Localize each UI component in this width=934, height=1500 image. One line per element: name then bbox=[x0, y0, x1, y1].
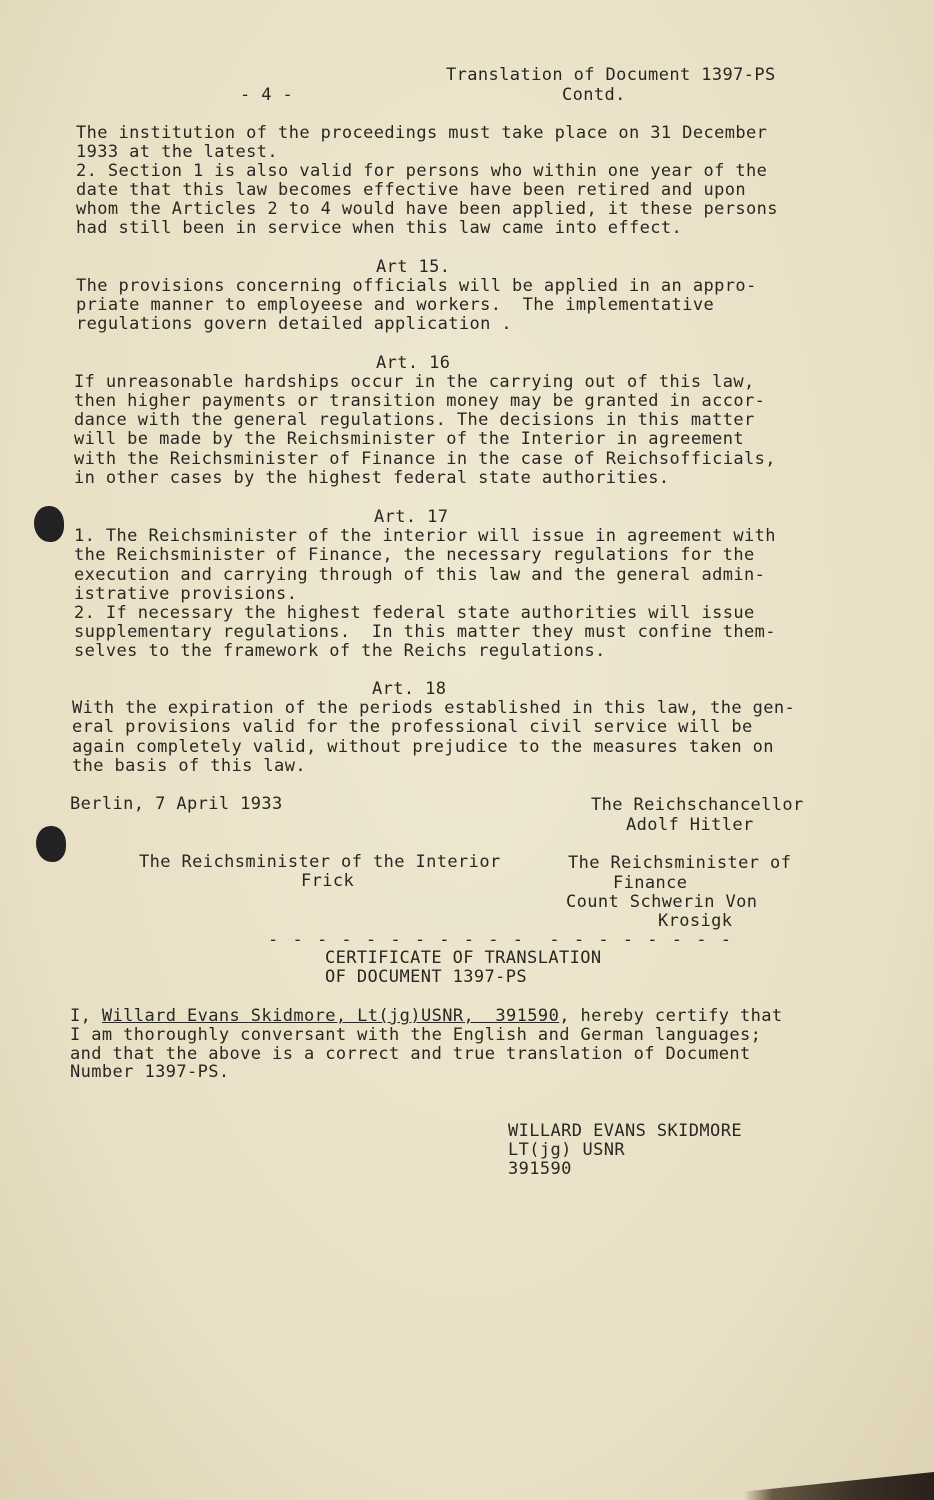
text-line: 1. The Reichsminister of the interior will issue in agreement with bbox=[74, 526, 776, 546]
certificate-prefix: I, bbox=[70, 1006, 102, 1026]
text-line: priate manner to employeese and workers. The implementative bbox=[76, 295, 715, 315]
interior-minister-name: Frick bbox=[301, 871, 355, 891]
interior-minister-title: The Reichsminister of the Interior bbox=[139, 852, 501, 872]
text-line: date that this law becomes effective have been retired and upon bbox=[76, 180, 746, 200]
text-line: 1933 at the latest. bbox=[76, 142, 279, 162]
document-title-contd: Contd. bbox=[562, 85, 626, 105]
article-heading: Art 15. bbox=[376, 257, 451, 277]
chancellor-title: The Reichschancellor bbox=[591, 795, 804, 815]
finance-minister-title: The Reichsminister of bbox=[568, 853, 792, 873]
document-title: Translation of Document 1397-PS bbox=[446, 65, 776, 85]
punch-hole bbox=[34, 506, 64, 542]
text-line: 2. If necessary the highest federal state authorities will issue bbox=[74, 603, 755, 623]
text-line: supplementary regulations. In this matter they must confine them- bbox=[74, 622, 776, 642]
signer-name: WILLARD EVANS SKIDMORE bbox=[508, 1121, 742, 1141]
chancellor-name: Adolf Hitler bbox=[626, 815, 754, 835]
text-line: in other cases by the highest federal state authorities. bbox=[74, 468, 670, 488]
text-line: execution and carrying through of this law and the general admin- bbox=[74, 565, 766, 585]
text-line: istrative provisions. bbox=[74, 584, 298, 604]
article-heading: Art. 16 bbox=[376, 353, 451, 373]
text-line: again completely valid, without prejudice to the measures taken on bbox=[72, 737, 774, 757]
punch-hole bbox=[36, 826, 66, 862]
page-number: - 4 - bbox=[240, 85, 294, 105]
scan-edge-mark bbox=[744, 1472, 934, 1500]
text-line: With the expiration of the periods established in this law, the gen- bbox=[72, 698, 796, 718]
certificate-line: Number 1397-PS. bbox=[70, 1062, 230, 1082]
place-date: Berlin, 7 April 1933 bbox=[70, 794, 283, 814]
article-heading: Art. 17 bbox=[374, 507, 449, 527]
text-line: eral provisions valid for the professional civil service will be bbox=[72, 717, 753, 737]
text-line: The institution of the proceedings must take place on 31 December bbox=[76, 123, 768, 143]
text-line: whom the Articles 2 to 4 would have been applied, it these persons bbox=[76, 199, 778, 219]
certificate-line bbox=[70, 1007, 783, 1026]
text-line: will be made by the Reichsminister of the Interior in agreement bbox=[74, 429, 744, 449]
certificate-suffix: , hereby certify that bbox=[559, 1006, 783, 1026]
finance-minister-name: Count Schwerin Von bbox=[566, 892, 758, 912]
finance-minister-title-2: Finance bbox=[613, 873, 688, 893]
certificate-line: I am thoroughly conversant with the English and German languages; bbox=[70, 1025, 762, 1045]
certificate-line: and that the above is a correct and true translation of Document bbox=[70, 1044, 751, 1064]
text-line: regulations govern detailed application . bbox=[76, 314, 513, 334]
text-line: If unreasonable hardships occur in the carrying out of this law, bbox=[74, 372, 755, 392]
article-heading: Art. 18 bbox=[372, 679, 447, 699]
text-line: dance with the general regulations. The decisions in this matter bbox=[74, 410, 755, 430]
text-line: The provisions concerning officials will be applied in an appro- bbox=[76, 276, 757, 296]
certificate-heading: CERTIFICATE OF TRANSLATION bbox=[325, 948, 602, 968]
finance-minister-name-2: Krosigk bbox=[658, 911, 733, 931]
text-line: the Reichsminister of Finance, the necessary regulations for the bbox=[74, 545, 755, 565]
signer-number: 391590 bbox=[508, 1159, 572, 1179]
text-line: the basis of this law. bbox=[72, 756, 306, 776]
signer-rank: LT(jg) USNR bbox=[508, 1140, 625, 1160]
text-line: had still been in service when this law came into effect. bbox=[76, 218, 683, 238]
text-line: with the Reichsminister of Finance in the case of Reichsofficials, bbox=[74, 449, 776, 469]
translator-name: Willard Evans Skidmore, Lt(jg)USNR, 391590 bbox=[101, 1006, 560, 1026]
text-line: then higher payments or transition money may be granted in accor- bbox=[74, 391, 766, 411]
text-line: 2. Section 1 is also valid for persons who within one year of the bbox=[76, 161, 768, 181]
certificate-heading-2: OF DOCUMENT 1397-PS bbox=[325, 967, 528, 987]
separator-line: - - - - - - - - - - - - - - - - - - - bbox=[268, 930, 733, 950]
text-line: selves to the framework of the Reichs regulations. bbox=[74, 641, 606, 661]
